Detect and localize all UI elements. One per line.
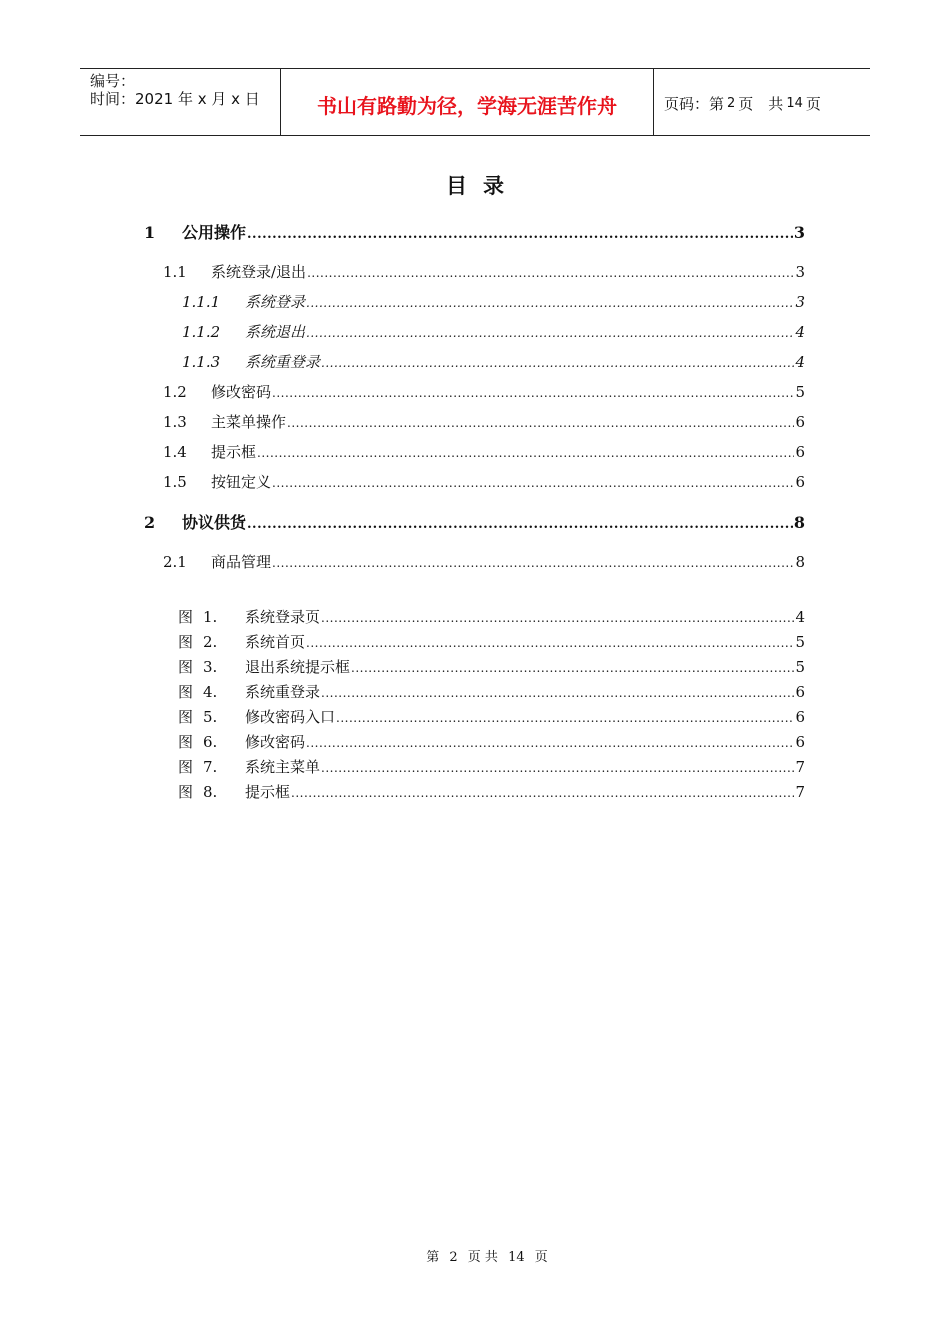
leader-dots [272,386,794,400]
page-suffix: 页 [805,94,821,113]
toc-entry-text: 主菜单操作 [211,413,287,431]
toc-entry[interactable] [163,441,805,462]
figure-entry-text: 系统主菜单 [245,758,321,776]
figure-entry-text: 退出系统提示框 [245,658,351,676]
leader-dots [247,517,793,532]
toc-entry-text: 系统重登录 [245,353,321,371]
footer-page: 2 [449,1250,458,1265]
toc-entry-number: 1.1.3 [182,353,221,371]
page-prefix: 页码：第 [664,94,725,113]
page-number: 2 [727,95,736,111]
leader-dots [351,661,794,675]
figure-entry-page: 6 [795,733,805,751]
figure-entry[interactable] [178,731,805,752]
page-footer [0,1246,950,1265]
toc-entry[interactable] [182,321,805,342]
page-total: 14 [786,95,803,111]
figure-number: 1. [203,608,218,626]
figure-entry-page: 5 [795,658,805,676]
figure-prefix: 图 [178,633,194,651]
toc-entry-text: 协议供货 [182,513,247,532]
toc-entry-text: 修改密码 [211,383,272,401]
figure-entry[interactable] [178,631,805,652]
header-motto: 书山有路勤为径，学海无涯苦作舟 [281,69,654,135]
figure-entry[interactable] [178,606,805,627]
toc-entry-text: 公用操作 [182,223,247,242]
figure-number: 8. [203,783,218,801]
toc-entry[interactable] [163,551,805,572]
toc-entry-text: 系统登录 [245,293,306,311]
footer-prefix: 第 [426,1250,440,1265]
figure-entry[interactable] [178,656,805,677]
leader-dots [306,296,794,310]
toc-entry-number: 1.5 [163,473,187,491]
footer-suffix: 页 [534,1250,548,1265]
figure-entry-page: 7 [795,783,805,801]
toc-entry-page: 8 [795,553,805,571]
toc-entry-number: 1.2 [163,383,187,401]
toc-entry-page: 6 [795,473,805,491]
figure-entry-number [178,706,245,727]
figure-entry-number [178,781,245,802]
figure-prefix: 图 [178,783,194,801]
leader-dots [291,786,794,800]
toc-entry-page: 4 [795,353,805,371]
toc-entry-page: 5 [795,383,805,401]
toc-entry-number: 1.4 [163,443,187,461]
toc-entry-number: 1.1.2 [182,323,221,341]
toc-entry[interactable] [163,411,805,432]
figure-entry-text: 系统重登录 [245,683,321,701]
leader-dots [306,736,794,750]
figure-entry-page: 5 [795,633,805,651]
toc-entry-number: 2 [144,513,156,532]
toc-entry-text: 系统登录/退出 [211,263,307,281]
figure-entry-page: 7 [795,758,805,776]
code-label: 编号： [90,72,136,90]
leader-dots [321,356,794,370]
toc-entry-page: 6 [795,413,805,431]
toc-entry-page: 6 [795,443,805,461]
figure-prefix: 图 [178,708,194,726]
figure-entry-number [178,731,245,752]
figure-number: 7. [203,758,218,776]
leader-dots [307,266,794,280]
toc-title: 目录 [446,174,520,198]
figure-number: 6. [203,733,218,751]
figure-prefix: 图 [178,608,194,626]
figure-entry-page: 4 [795,608,805,626]
footer-total: 14 [508,1250,525,1265]
header-page-info [654,69,870,135]
toc-entry[interactable] [182,291,805,312]
leader-dots [272,476,794,490]
figure-entry-page: 6 [795,683,805,701]
page-mid: 页 共 [738,94,784,113]
toc-entry[interactable] [163,261,805,282]
figure-entry[interactable] [178,706,805,727]
figure-entry-number [178,756,245,777]
figure-entry-number [178,631,245,652]
figure-entry-text: 系统登录页 [245,608,321,626]
leader-dots [257,446,794,460]
figure-entry-text: 系统首页 [245,633,306,651]
leader-dots [336,711,794,725]
toc-entry-number: 2.1 [163,553,187,571]
toc-entry-number: 1 [144,223,156,242]
figure-entry[interactable] [178,681,805,702]
leader-dots [247,227,793,242]
toc-entry-text: 提示框 [211,443,257,461]
toc-entry[interactable] [163,381,805,402]
leader-dots [272,556,794,570]
figure-entry-number [178,681,245,702]
toc-entry-text: 系统退出 [245,323,306,341]
header-meta [80,69,281,135]
leader-dots [321,611,794,625]
toc-entry-page: 3 [795,293,805,311]
toc-entry-text: 商品管理 [211,553,272,571]
figure-number: 5. [203,708,218,726]
figure-entry[interactable] [178,781,805,802]
figure-entry-text: 修改密码入口 [245,708,336,726]
leader-dots [306,636,794,650]
figure-number: 4. [203,683,218,701]
toc-entry-text: 按钮定义 [211,473,272,491]
toc-entry-page: 4 [795,323,805,341]
toc-entry-number: 1.1 [163,263,187,281]
toc-entry[interactable] [182,351,805,372]
figure-prefix: 图 [178,658,194,676]
figure-entry[interactable] [178,756,805,777]
figure-entry-text: 提示框 [245,783,291,801]
toc-entry-page: 3 [793,223,805,242]
figure-number: 2. [203,633,218,651]
figure-number: 3. [203,658,218,676]
document-header [80,68,870,136]
toc-entry-page: 8 [793,513,805,532]
figure-entry-number [178,606,245,627]
toc-entry-number: 1.3 [163,413,187,431]
figure-prefix: 图 [178,758,194,776]
figure-prefix: 图 [178,683,194,701]
figure-entry-page: 6 [795,708,805,726]
figure-entry-number [178,656,245,677]
toc-entry-number: 1.1.1 [182,293,221,311]
leader-dots [321,686,794,700]
toc-entry[interactable] [144,510,805,533]
footer-mid: 页 共 [467,1250,498,1265]
leader-dots [321,761,794,775]
date-label: 时间：2021 年 x 月 x 日 [90,90,260,108]
leader-dots [306,326,794,340]
toc-entry[interactable] [163,471,805,492]
toc-entry[interactable] [144,220,805,243]
figure-prefix: 图 [178,733,194,751]
toc-entry-page: 3 [795,263,805,281]
figure-entry-text: 修改密码 [245,733,306,751]
leader-dots [287,416,794,430]
